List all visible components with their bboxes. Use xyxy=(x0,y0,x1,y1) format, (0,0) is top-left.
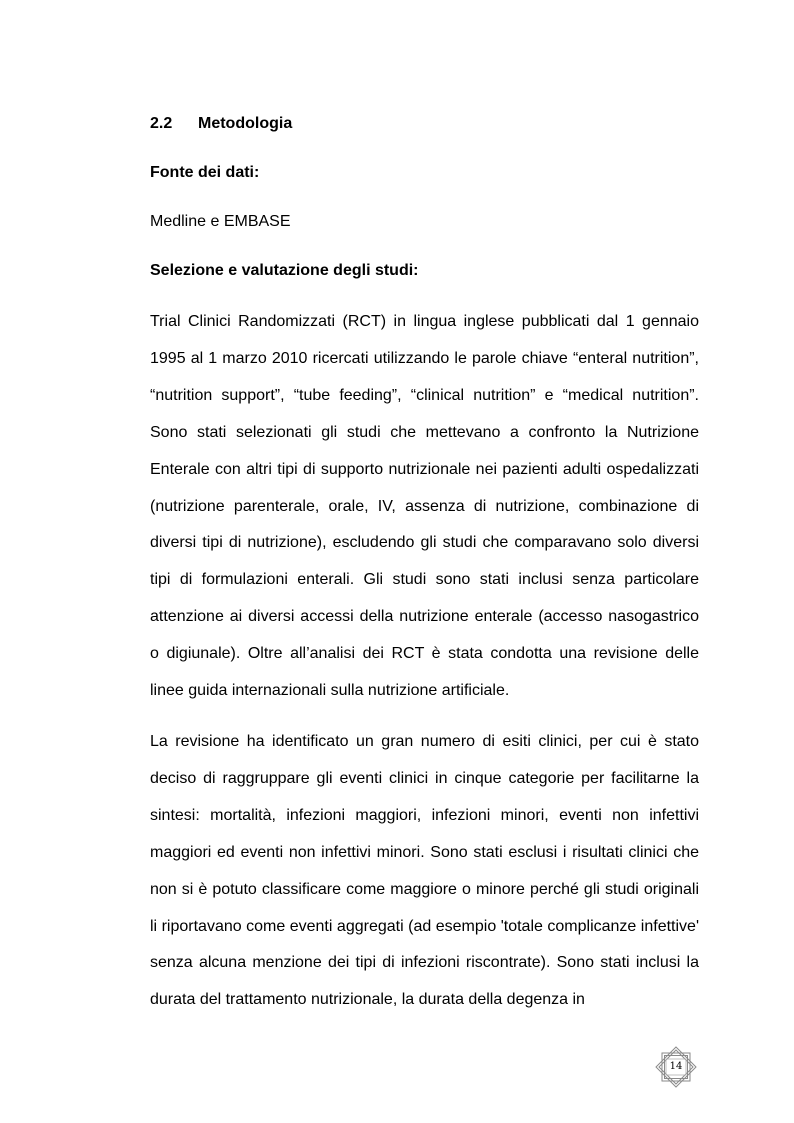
selection-heading: Selezione e valutazione degli studi: xyxy=(150,262,419,279)
document-page xyxy=(150,108,699,1033)
page-number: 14 xyxy=(669,1061,683,1072)
section-number: 2.2 xyxy=(150,115,173,132)
source-heading: Fonte dei dati: xyxy=(150,164,260,181)
body-paragraph: La revisione ha identificato un gran numero di esiti clinici, per cui è stato deciso di raggruppare gli eventi clinici in cinque categorie per facilitarne la sintesi: mortalità, infezioni maggiori, infezioni minori, eventi non infettivi maggiori ed eventi non infettivi minori. Sono stati esclusi i risultati clinici che non si è potuto classificare come maggiore o minore perché gli studi originali li riportavano come eventi aggregati (ad esempio 'totale complicanze infettive' senza alcuna menzione dei tipi di infezioni riscontrate). Sono stati inclusi la durata del trattamento nutrizionale, la durata della degenza in xyxy=(150,732,699,1009)
section-heading xyxy=(150,108,699,140)
body-paragraph: Trial Clinici Randomizzati (RCT) in lingua inglese pubblicati dal 1 gennaio 1995 al 1 marzo 2010 ricercati utilizzando le parole chiave “enteral nutrition”, “nutrition support”, “tube feeding”, “clinical nutrition” e “medical nutrition”. Sono stati selezionati gli studi che mettevano a confronto la Nutrizione Enterale con altri tipi di supporto nutrizionale nei pazienti adulti ospedalizzati (nutrizione parenterale, orale, IV, assenza di nutrizione, combinazione di diversi tipi di nutrizione), escludendo gli studi che comparavano solo diversi tipi di formulazioni enterali. Gli studi sono stati inclusi senza particolare attenzione ai diversi accessi della nutrizione enterale (accesso nasogastrico o digiunale). Oltre all’analisi dei RCT è stata condotta una revisione delle linee guida internazionali sulla nutrizione artificiale. xyxy=(150,313,699,700)
source-text: Medline e EMBASE xyxy=(150,213,291,230)
section-title: Metodologia xyxy=(198,115,293,132)
page-number-badge xyxy=(655,1046,697,1088)
